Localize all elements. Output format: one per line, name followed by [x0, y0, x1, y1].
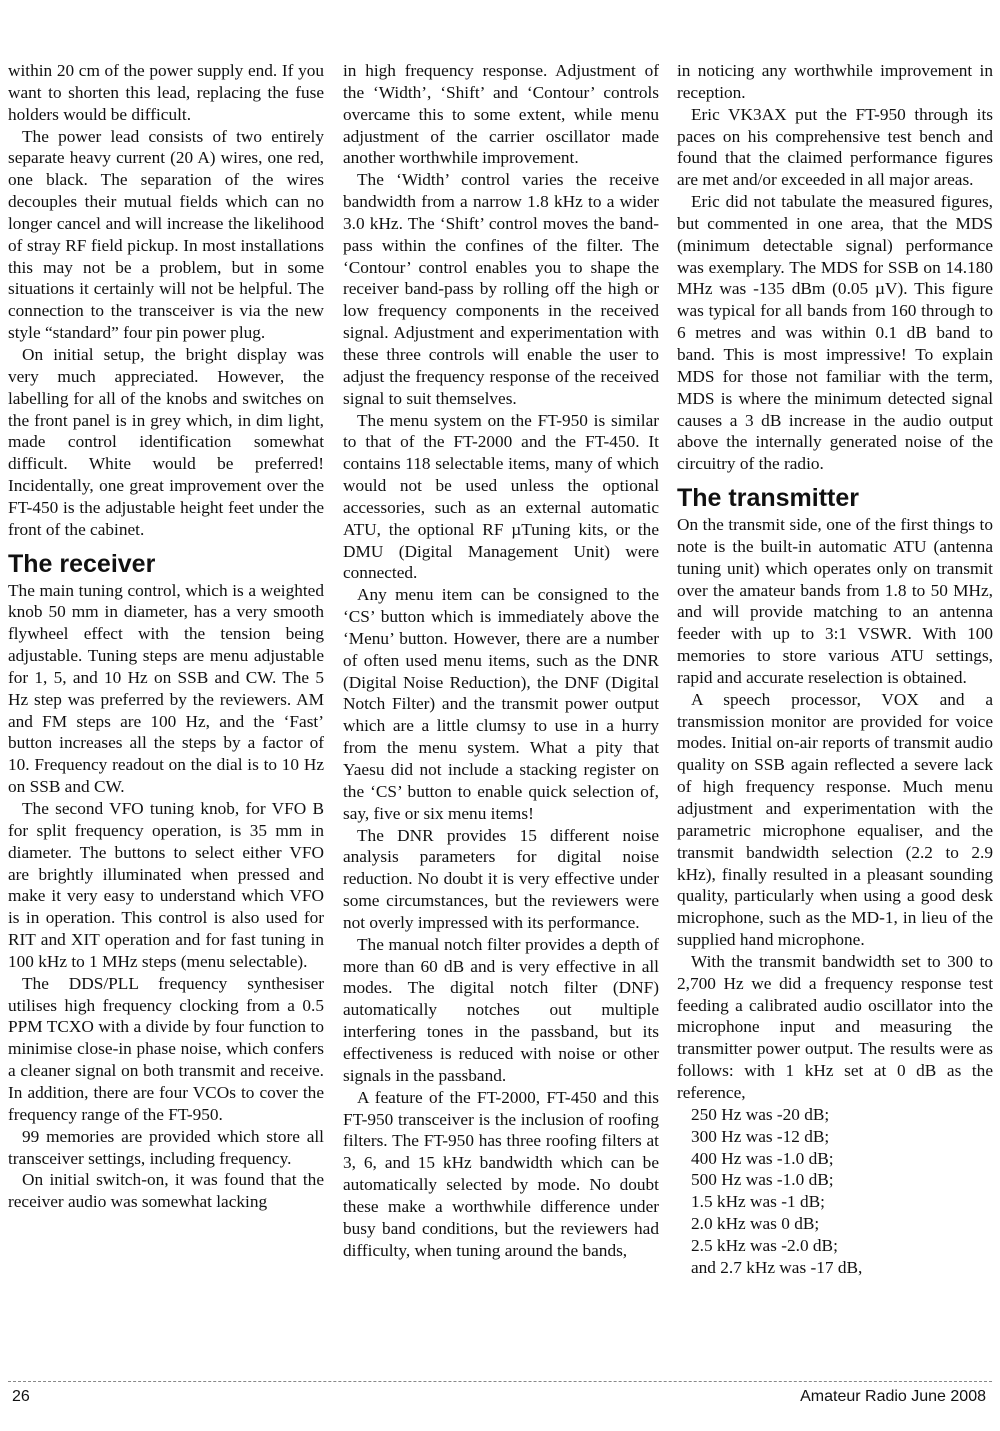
- page-number: 26: [12, 1388, 30, 1405]
- paragraph: On the transmit side, one of the first things to note is the built-in automatic ATU (antenna tuning unit) which operates only on transmit over the amateur bands from 1.8 to 50 MHz, and will provide matching to an antenna feeder with up to 3:1 VSWR. With 100 memories to store various ATU settings, rapid and accurate reselection is obtained.: [677, 515, 993, 687]
- result-line: 500 Hz was -1.0 dB;: [691, 1170, 834, 1190]
- paragraph: On initial switch-on, it was found that the receiver audio was somewhat lacking: [8, 1170, 324, 1212]
- frequency-response-results: [677, 1104, 993, 1279]
- section-heading-receiver: The receiver: [8, 549, 156, 578]
- paragraph: 99 memories are provided which store all transceiver settings, including frequency.: [8, 1126, 324, 1168]
- result-line: 250 Hz was -20 dB;: [691, 1104, 830, 1124]
- result-line: 2.0 kHz was 0 dB;: [691, 1214, 820, 1234]
- footer-divider: [8, 1381, 992, 1382]
- paragraph: A speech processor, VOX and a transmission monitor are provided for voice modes. Initial on-air reports of transmit audio quality on SSB again reflected a severe lack of high frequency response. Much menu adjustment and experimentation with the parametric microphone equaliser, and the transmit bandwidth selection (2.2 to 2.9 kHz), finally resulted in a pleasant sounding quality, particularly when using a good desk microphone, such as the MD-1, in lieu of the supplied hand microphone.: [677, 689, 993, 950]
- result-line: 2.5 kHz was -2.0 dB;: [691, 1235, 838, 1255]
- paragraph: A feature of the FT-2000, FT-450 and this FT-950 transceiver is the inclusion of roofing filters. The FT-950 has three roofing filters at 3, 6, and 15 kHz bandwidth which can be automatically selected by mode. No doubt these make a worthwhile difference under busy band conditions, but the reviewers had difficulty, when tuning around the bands,: [343, 1087, 659, 1260]
- paragraph: The ‘Width’ control varies the receive bandwidth from a narrow 1.8 kHz to a wider 3.0 kHz. The ‘Shift’ control moves the band-pass within the confines of the filter. The ‘Contour’ control enables you to shape the receiver band-pass by rolling off the high or low frequency components in the received signal. Adjustment and experimentation with these three controls will enable the user to adjust the frequency response of the received signal to suit themselves.: [343, 170, 659, 408]
- result-line: 300 Hz was -12 dB;: [691, 1126, 830, 1146]
- paragraph: in noticing any worthwhile improvement in reception.: [677, 61, 993, 102]
- paragraph: The manual notch filter provides a depth of more than 60 dB and is very effective in all modes. The digital notch filter (DNF) automatically notches out multiple interfering tones in the passband, but its effectiveness is reduced with noise or other signals in the passband.: [343, 934, 659, 1085]
- paragraph: The second VFO tuning knob, for VFO B for split frequency operation, is 35 mm in diameter. The buttons to select either VFO are brightly illuminated when pressed and make it very easy to understand which VFO is in operation. This control is also used for RIT and XIT operation and for fast tuning in 100 kHz to 1 MHz steps (menu selectable).: [8, 799, 324, 971]
- paragraph: With the transmit bandwidth set to 300 to 2,700 Hz we did a frequency response test feeding a calibrated audio oscillator into the microphone input and measuring the transmitter power output. The results were as follows: with 1 kHz set at 0 dB as the reference,: [677, 951, 993, 1102]
- paragraph: Eric did not tabulate the measured figures, but commented in one area, that the MDS (minimum detectable signal) performance was exemplary. The MDS for SSB on 14.180 MHz was -135 dBm (0.05 µV). This figure was typical for all bands from 160 through to 6 metres and was within 0.1 dB band to band. This is most impressive! To explain MDS for those not familiar with the term, MDS is where the minimum detected signal causes a 3 dB increase in the audio output above the internally generated noise of the circuitry of the radio.: [677, 192, 993, 474]
- text-column-2: [343, 60, 659, 1261]
- result-line: 400 Hz was -1.0 dB;: [691, 1148, 834, 1168]
- section-heading-transmitter: The transmitter: [677, 484, 859, 513]
- paragraph: The DNR provides 15 different noise analysis parameters for digital noise reduction. No doubt it is very effective under some circumstances, but the reviewers were not overly impressed with its performance.: [343, 825, 659, 932]
- paragraph: The menu system on the FT-950 is similar to that of the FT-2000 and the FT-450. It contains 118 selectable items, many of which would not be used unless the optional accessories, such as an external automatic ATU, the optional RF µTuning kits, or the DMU (Digital Management Unit) were connected.: [343, 410, 659, 583]
- text-column-3: [677, 60, 993, 1279]
- paragraph: in high frequency response. Adjustment of the ‘Width’, ‘Shift’ and ‘Contour’ controls overcame this to some extent, while menu adjustment of the carrier oscillator made another worthwhile improvement.: [343, 61, 659, 168]
- paragraph: Eric VK3AX put the FT-950 through its paces on his comprehensive test bench and found that the claimed performance figures are met and/or exceeded in all major areas.: [677, 104, 993, 190]
- paragraph: The DDS/PLL frequency synthesiser utilises high frequency clocking from a 0.5 PPM TCXO with a divide by four function to minimise close-in phase noise, which confers a cleaner signal on both transmit and receive. In addition, there are four VCOs to cover the frequency range of the FT-950.: [8, 973, 324, 1124]
- text-column-1: [8, 60, 324, 1213]
- result-line: 1.5 kHz was -1 dB;: [691, 1192, 825, 1212]
- paragraph: The main tuning control, which is a weighted knob 50 mm in diameter, has a very smooth flywheel effect with the tension being adjustable. Tuning steps are menu adjustable for 1, 5, and 10 Hz on SSB and CW. The 5 Hz step was preferred by the reviewers. AM and FM steps are 100 Hz, and the ‘Fast’ button increases all the steps by a factor of 10. Frequency readout on the dial is to 10 Hz on SSB and CW.: [8, 580, 324, 797]
- magazine-issue: Amateur Radio June 2008: [800, 1388, 986, 1405]
- paragraph: Any menu item can be consigned to the ‘CS’ button which is immediately above the ‘Menu’ button. However, there are a number of often used menu items, such as the DNR (Digital Noise Reduction), the DNF (Digital Notch Filter) and the transmit power output which are a little clumsy to use in a hurry from the menu system. What a pity that Yaesu did not include a stacking register on the ‘CS’ button to enable quick selection of, say, five or six menu items!: [343, 585, 659, 823]
- paragraph: On initial setup, the bright display was very much appreciated. However, the labelling for all of the knobs and switches on the front panel is in grey which, in dim light, made control identification somewhat difficult. White would be preferred! Incidentally, one great improvement over the FT-450 is the adjustable height feet under the front of the cabinet.: [8, 344, 324, 539]
- paragraph: within 20 cm of the power supply end. If you want to shorten this lead, replacing the fuse holders would be difficult.: [8, 61, 324, 124]
- paragraph: The power lead consists of two entirely separate heavy current (20 A) wires, one red, one black. The separation of the wires decouples their mutual fields which can no longer cancel and will increase the likelihood of stray RF field pickup. In most installations this may not be a problem, but in some situations it certainly will not be helpful. The connection to the transceiver is via the new style “standard” four pin power plug.: [8, 126, 324, 343]
- result-line: and 2.7 kHz was -17 dB,: [691, 1257, 863, 1277]
